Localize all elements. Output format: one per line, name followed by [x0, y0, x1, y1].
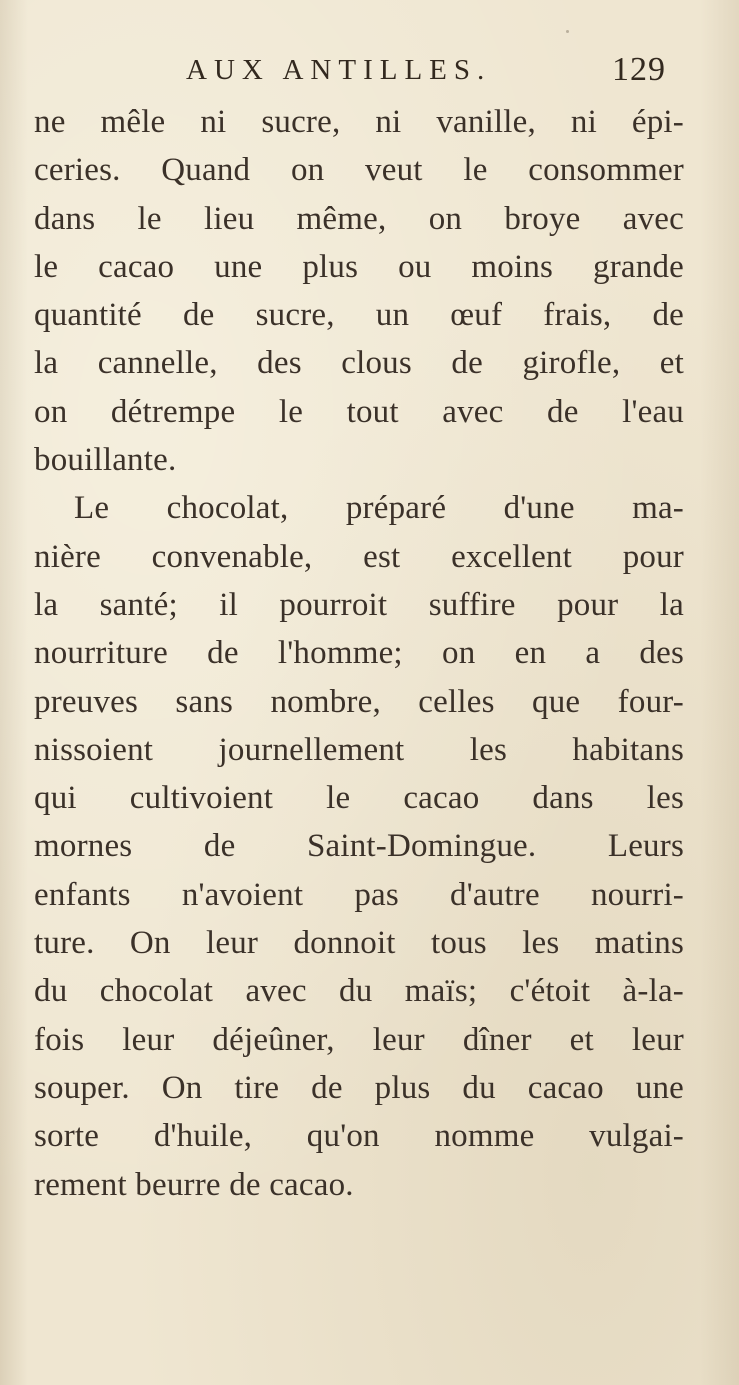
text-line: nissoient journellement les habitans — [34, 731, 684, 768]
text-line: dans le lieu même, on broye avec — [34, 200, 684, 237]
paragraph-2 — [34, 484, 684, 1208]
paper-speck — [566, 30, 569, 33]
text-line: sorte d'huile, qu'on nomme vulgai- — [34, 1118, 684, 1155]
text-line: qui cultivoient le cacao dans les — [34, 780, 684, 817]
text-line: ne mêle ni sucre, ni vanille, ni épi- — [34, 104, 684, 140]
text-line: Le chocolat, préparé d'une ma- — [74, 490, 684, 527]
text-line: la cannelle, des clous de girofle, et — [34, 345, 684, 382]
text-line: rement beurre de cacao. — [34, 1166, 354, 1203]
text-line: la santé; il pourroit suffire pour la — [34, 586, 684, 623]
running-title: AUX ANTILLES. — [186, 54, 492, 86]
text-line: mornes de Saint-Domingue. Leurs — [34, 828, 684, 865]
text-line: ture. On leur donnoit tous les matins — [34, 925, 684, 962]
body-text — [34, 98, 684, 1209]
text-line: le cacao une plus ou moins grande — [34, 248, 684, 285]
paragraph-1 — [34, 98, 684, 484]
text-line: souper. On tire de plus du cacao une — [34, 1069, 684, 1106]
text-line: enfants n'avoient pas d'autre nourri- — [34, 876, 684, 913]
text-line: preuves sans nombre, celles que four- — [34, 683, 684, 720]
text-line: nière convenable, est excellent pour — [34, 538, 684, 575]
text-line: du chocolat avec du maïs; c'étoit à-la- — [34, 973, 684, 1010]
text-line: ceries. Quand on veut le consommer — [34, 152, 684, 189]
text-line: nourriture de l'homme; on en a des — [34, 635, 684, 672]
running-head — [0, 46, 739, 94]
text-line: quantité de sucre, un œuf frais, de — [34, 297, 684, 334]
page-number: 129 — [612, 51, 666, 88]
text-line: fois leur déjeûner, leur dîner et leur — [34, 1021, 684, 1058]
text-line: on détrempe le tout avec de l'eau — [34, 393, 684, 430]
text-line: bouillante. — [34, 442, 177, 479]
